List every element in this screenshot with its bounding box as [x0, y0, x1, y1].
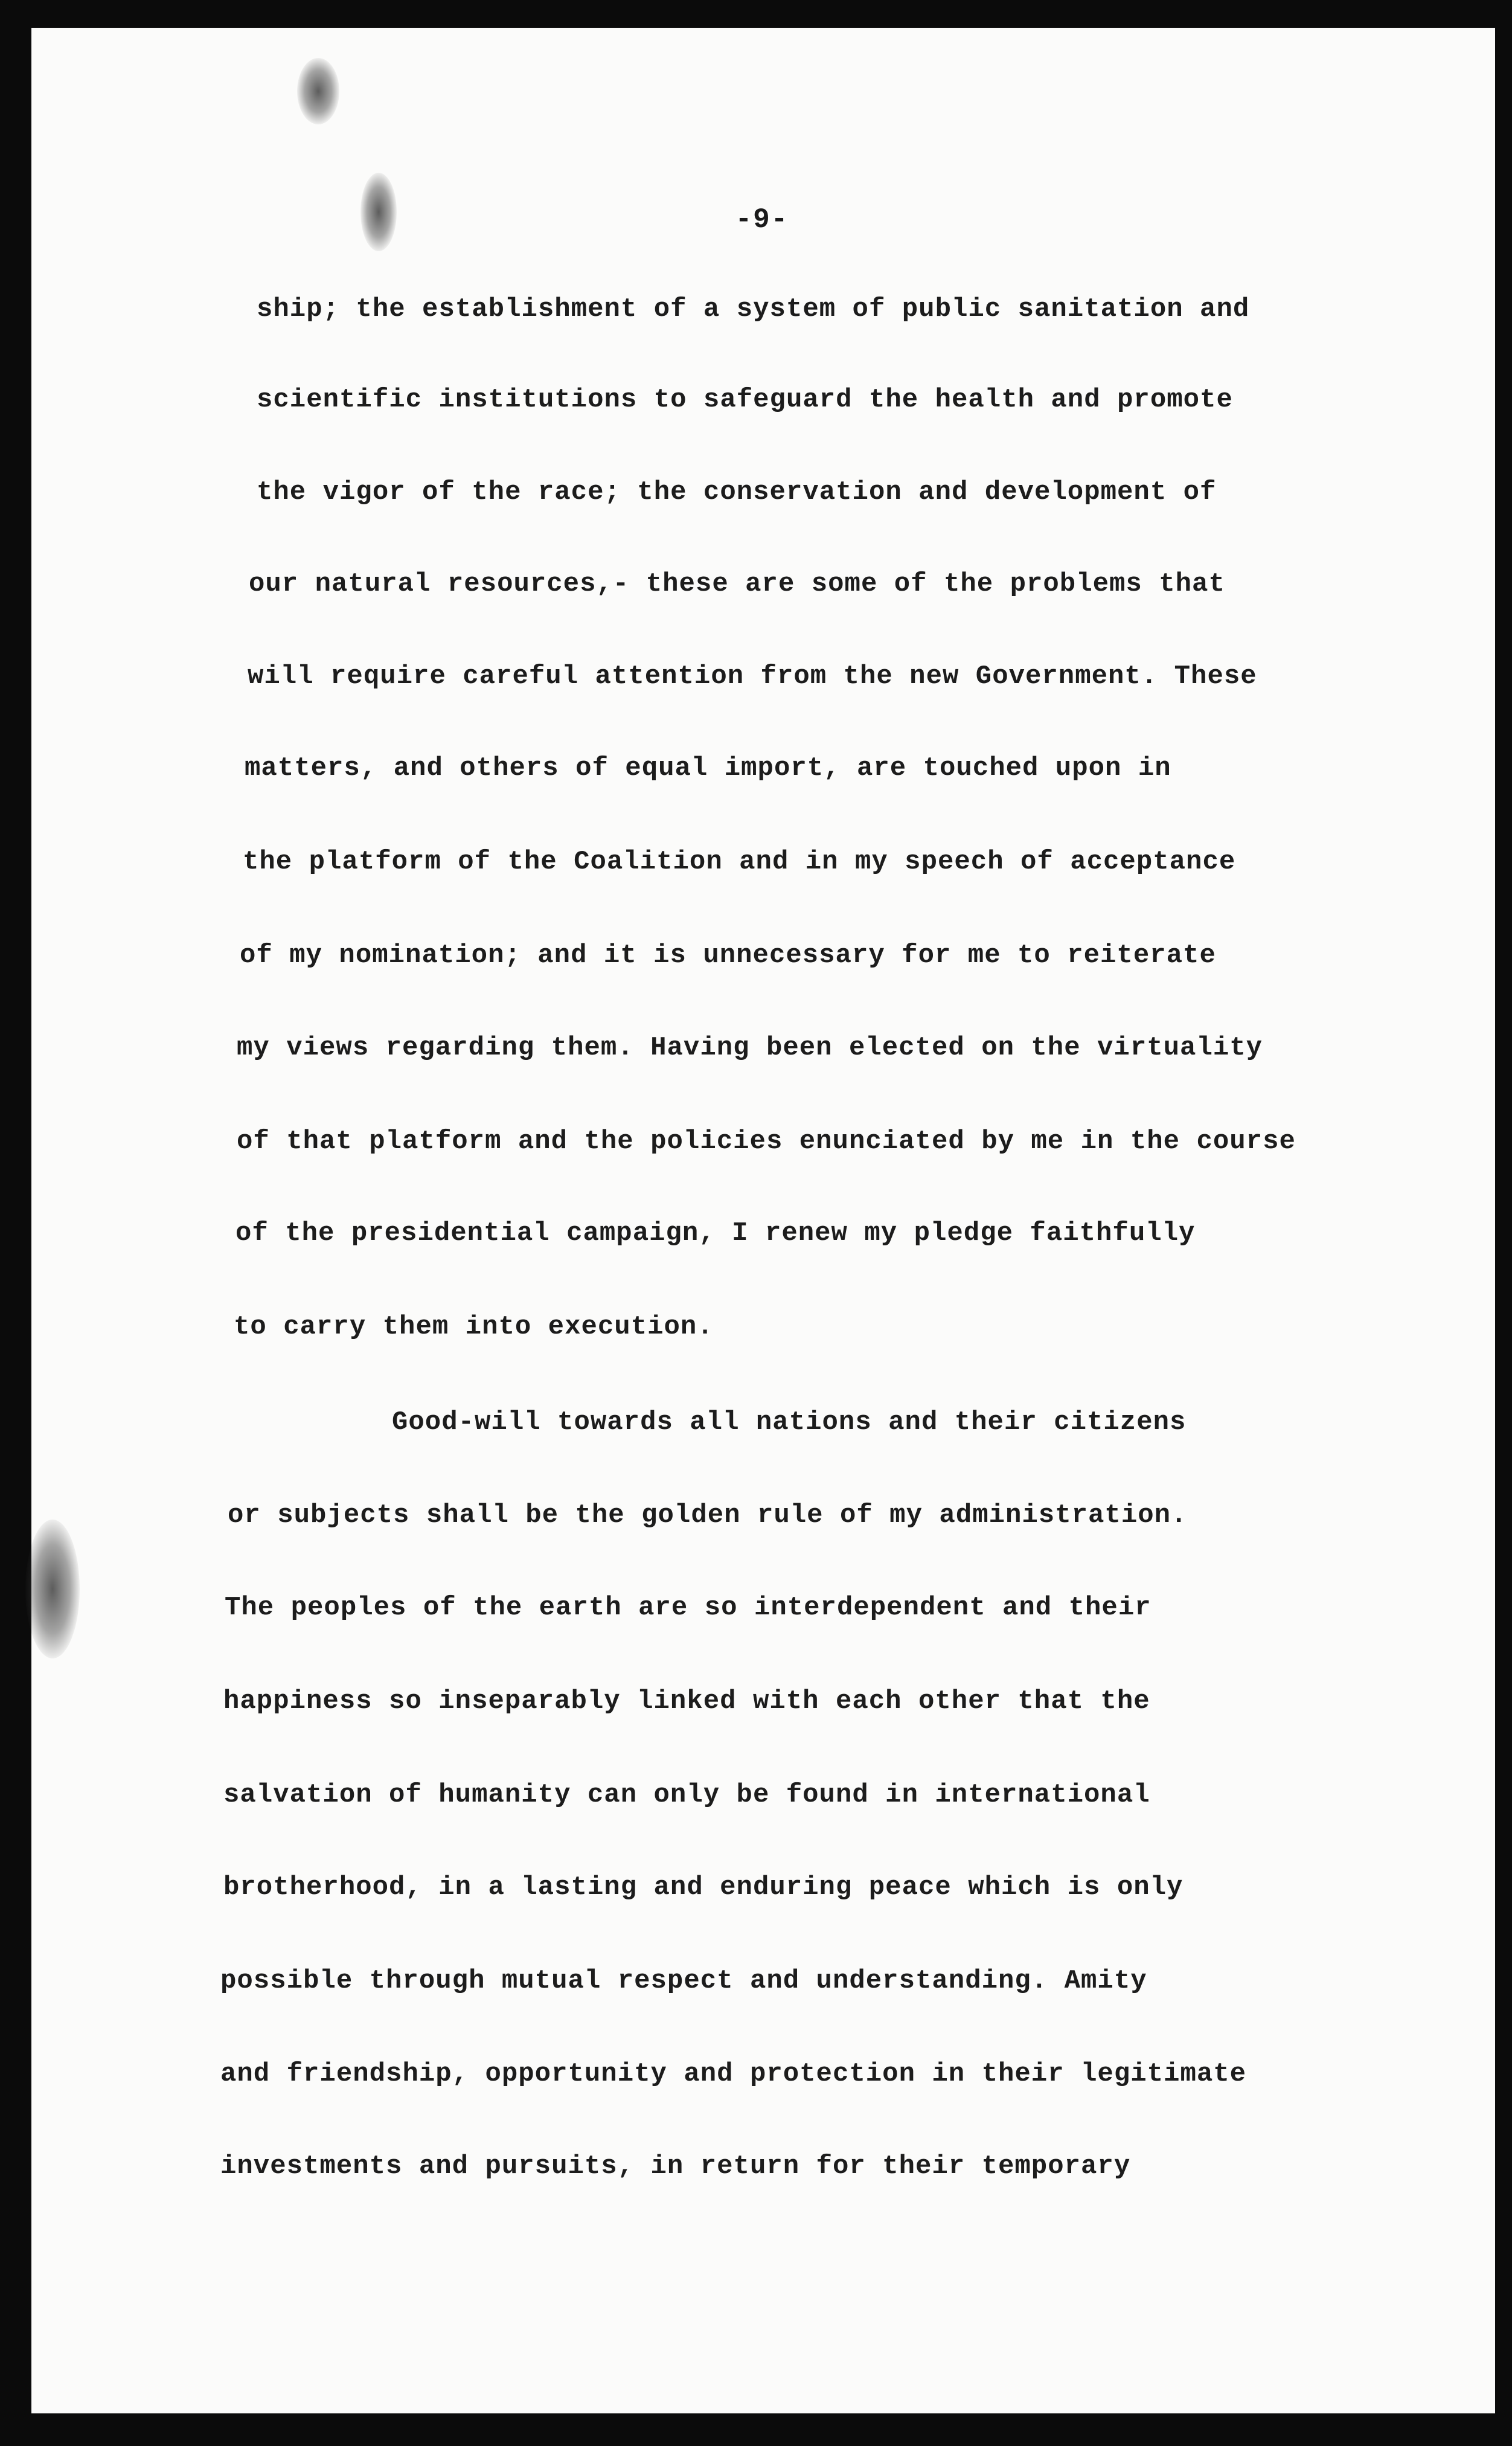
text-line: matters, and others of equal import, are touched upon in: [245, 753, 1171, 783]
text-line: Good-will towards all nations and their citizens: [392, 1407, 1187, 1437]
text-line: The peoples of the earth are so interdependent and their: [225, 1593, 1152, 1623]
document-page: [31, 28, 1495, 2413]
text-line: our natural resources,- these are some of the problems that: [249, 569, 1225, 599]
text-line: will require careful attention from the new Government. These: [248, 661, 1257, 692]
text-line: ship; the establishment of a system of public sanitation and: [257, 294, 1250, 324]
page-number: -9-: [735, 204, 789, 236]
text-line: investments and pursuits, in return for their temporary: [220, 2151, 1131, 2181]
text-line: of that platform and the policies enunciated by me in the course: [237, 1126, 1296, 1157]
text-line: to carry them into execution.: [234, 1312, 714, 1342]
text-line: of the presidential campaign, I renew my pledge faithfully: [235, 1218, 1196, 1248]
text-line: of my nomination; and it is unnecessary for me to reiterate: [240, 940, 1216, 971]
text-line: or subjects shall be the golden rule of my administration.: [228, 1500, 1188, 1530]
text-line: salvation of humanity can only be found in international: [223, 1780, 1150, 1810]
text-line: and friendship, opportunity and protection in their legitimate: [220, 2059, 1247, 2089]
ink-smudge: [360, 173, 397, 251]
text-line: the vigor of the race; the conservation and development of: [257, 477, 1217, 507]
text-line: possible through mutual respect and understanding. Amity: [220, 1966, 1147, 1996]
ink-smudge: [297, 58, 339, 124]
text-line: scientific institutions to safeguard the health and promote: [257, 385, 1233, 415]
text-line: the platform of the Coalition and in my speech of acceptance: [243, 847, 1236, 877]
text-line: brotherhood, in a lasting and enduring peace which is only: [223, 1872, 1184, 1902]
text-line: my views regarding them. Having been elected on the virtuality: [237, 1033, 1263, 1063]
ink-smudge: [25, 1520, 80, 1658]
text-line: happiness so inseparably linked with each other that the: [223, 1686, 1150, 1716]
